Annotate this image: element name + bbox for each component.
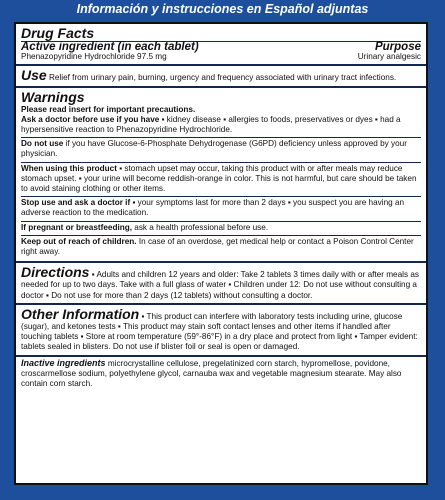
stop-use-block [21,196,421,220]
keep-out-text: In case of an overdose, get medical help or contact a Poison Control Center right away. [21,236,414,257]
when-using-text: ▪ stomach upset may occur, taking this product with or after meals may reduce stomach upset. ▪ your urine will become reddish-orange in color. This is not harmful, but care should be taken to avoid staining clothing or other items. [21,163,417,194]
other-info-title: Other Information [21,305,140,322]
inactive-text: microcrystalline cellulose, pregelatinized corn starch, hypromellose, povidone, croscarmellose sodium, polyethylene glycol, carnauba wax and vegetable magnesium stearate. May also contain corn starch. [21,358,402,389]
other-info-text: ▪ This product can interfere with laboratory tests including urine, glucose (sugar), and ketones tests ▪ This product may stain soft contact lenses and other items if handled after touching tablets ▪ Store at room temperature (59°-86°F) in a dry place and protect from light ▪ Tamper evident: tablets sealed in blisters. Do not use if blister foil or seal is open or damaged. [21,311,418,352]
pregnant-label: If pregnant or breastfeeding, [21,222,132,232]
use-text: Relief from urinary pain, burning, urgency and frequency associated with urinary tract infections. [48,73,397,83]
stop-use-label: Stop use and ask a doctor if [21,198,131,208]
purpose-header: Purpose [374,41,421,53]
directions-text: ▪ Adults and children 12 years and older: Take 2 tablets 3 times daily with or after meals as needed for up to two days. Take with a full glass of water ▪ Children under 12: Do not use without consulting a doctor ▪ Do not use for more than 2 days (12 tablets) without consulting a doctor. [21,270,419,300]
when-using-label: When using this product [21,163,117,173]
active-ingredient-header-row [21,42,421,52]
directions-title: Directions [21,264,90,281]
inactive-section [16,357,426,392]
stop-use-text: ▪ your symptoms last for more than 2 days ▪ you suspect you are having an adverse reaction to the medication. [21,198,405,218]
drug-facts-panel [14,22,428,485]
use-section [16,66,426,87]
bottom-cutoff-strip [14,486,428,500]
drug-facts-title: Drug Facts [21,25,421,42]
precautions-note: Please read insert for important precautions. [21,104,196,114]
ask-doctor-label: Ask a doctor before use if you have [21,114,160,124]
keep-out-label: Keep out of reach of children. [21,236,137,246]
keep-out-block [21,235,421,259]
use-title: Use [21,67,47,84]
warnings-title: Warnings [21,88,85,105]
drug-facts-section [16,24,426,66]
warnings-section [16,88,426,264]
when-using-block [21,162,421,197]
directions-section [16,263,426,305]
inactive-title: Inactive ingredients [21,357,106,368]
language-banner: Información y instrucciones en Español adjuntas [76,2,369,16]
other-info-section [16,305,426,357]
active-ingredient: Phenazopyridine Hydrochloride 97.5 mg [21,52,167,62]
do-not-use-label: Do not use [21,139,64,149]
ask-doctor-block [21,115,421,137]
do-not-use-text: if you have Glucose-6-Phosphate Dehydrogenase (G6PD) deficiency unless approved by your physician. [21,139,407,159]
do-not-use-block [21,137,421,161]
active-ingredient-row [21,52,421,62]
pregnant-block [21,221,421,235]
pregnant-text: ask a health professional before use. [134,222,269,232]
ask-doctor-text: ▪ kidney disease ▪ allergies to foods, preservatives or dyes ▪ had a hypersensitive reaction to Phenazopyridine Hydrochloride. [21,114,401,135]
active-ingredient-header: Active ingredient (in each tablet) [21,41,199,53]
purpose: Urinary analgesic [357,52,421,62]
